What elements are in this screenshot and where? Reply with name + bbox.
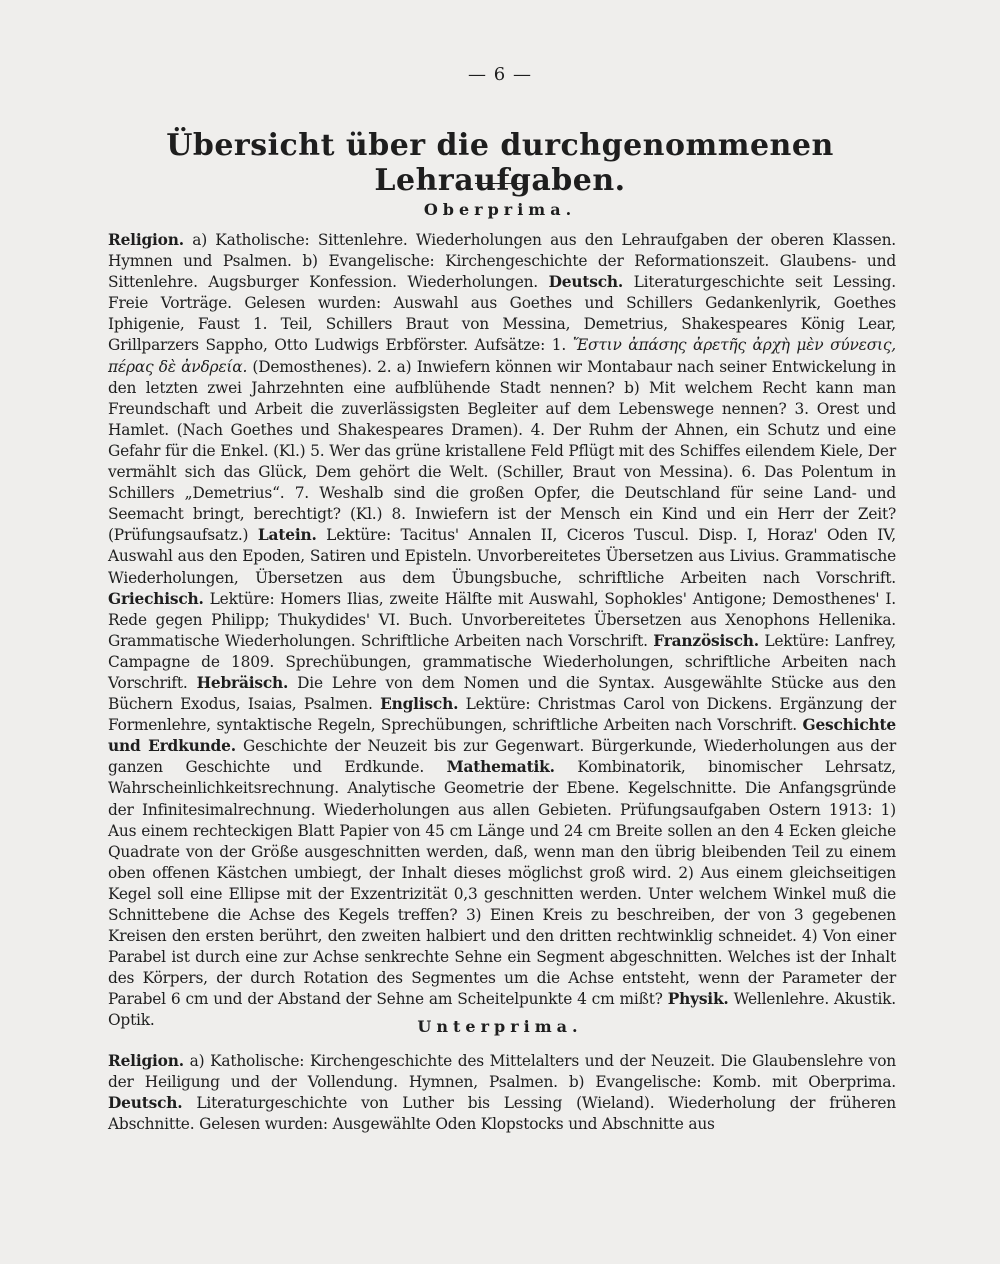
subject-heading: Hebräisch. — [196, 673, 289, 692]
subject-heading: Geschichte und Erdkunde. — [108, 716, 896, 756]
subject-heading: Physik. — [667, 990, 729, 1009]
body-text: Wellenlehre. Akustik. Optik. — [108, 990, 896, 1030]
title-divider — [475, 183, 525, 184]
body-text: a) Katholische: Kirchengeschichte des Mittelalters und der Neuzeit. Die Glaubenslehre von der Heiligung und der Vollendung. Hymnen, Psalmen. b) Evangelische: Komb. mit Oberprima. — [108, 1052, 896, 1092]
body-text: Literaturgeschichte seit Lessing. Freie Vorträge. Gelesen wurden: Auswahl aus Goethes und Schillers Gedankenlyrik, Goethes Iphigenie, Faust 1. Teil, Schillers Braut von Messina, Demetrius, Shakespeares König Lear, Grillparzers Sappho, Otto Ludwigs Erbförster. Aufsätze: 1. — [108, 273, 896, 355]
page-title: Übersicht über die durchgenommenen Lehraufgaben. — [166, 128, 834, 198]
subject-heading: Englisch. — [380, 695, 459, 714]
body-text: Literaturgeschichte von Luther bis Lessing (Wieland). Wiederholung der früheren Abschnitte. Gelesen wurden: Ausgewählte Oden Klopstocks und Abschnitte aus — [108, 1094, 896, 1134]
body-text: Die Lehre von dem Nomen und die Syntax. Ausgewählte Stücke aus den Büchern Exodus, Isaias, Psalmen. — [108, 673, 896, 714]
subject-heading: Französisch. — [653, 631, 759, 650]
subject-heading: Latein. — [257, 526, 317, 545]
section-body-unterprima — [108, 1051, 896, 1135]
section-heading-oberprima: Oberprima. — [423, 200, 577, 219]
body-text: Lektüre: Homers Ilias, zweite Hälfte mit Auswahl, Sophokles' Antigone; Demosthenes' I. Rede gegen Philipp; Thukydides' VI. Buch. Unvorbereitetes Übersetzen aus Xenophons Hellenika. Grammatische Wiederholungen. Schriftliche Arbeiten nach Vorschrift. — [108, 589, 896, 650]
body-text: Kombinatorik, binomischer Lehrsatz, Wahrscheinlichkeitsrechnung. Analytische Geometrie der Ebene. Kegelschnitte. Die Anfangsgründe der Infinitesimalrechnung. Wiederholungen aus allen Gebieten. Prüfungsaufgaben Ostern 1913: 1) Aus einem rechteckigen Blatt Papier von 45 cm Länge und 24 cm Breite sollen an den 4 Ecken gleiche Quadrate von der Größe ausgeschnitten werden, daß, wenn man den übrig bleibenden Teil zu einem oben offenen Kästchen umbiegt, der Inhalt dieses möglichst groß wird. 2) Aus einem gleichseitigen Kegel soll eine Ellipse mit der Exzentrizität 0,3 geschnitten werden. Unter welchem Winkel muß die Schnittebene die Achse des Kegels treffen? 3) Einen Kreis zu beschreiben, der von 3 gegebenen Kreisen den ersten berührt, den zweiten halbiert und den dritten rechtwinklig schneidet. 4) Von einer Parabel ist durch eine zur Achse senkrechte Sehne ein Segment abgeschnitten. Welches ist der Inhalt des Körpers, der durch Rotation des Segmentes um die Achse entsteht, wenn der Parameter der Parabel 6 cm und der Abstand der Sehne am Scheitelpunkte 4 cm mißt? — [108, 758, 896, 1009]
body-text: a) Katholische: Sittenlehre. Wiederholungen aus den Lehraufgaben der oberen Klassen. Hymnen und Psalmen. b) Evangelische: Kirchengeschichte der Reformationszeit. Glaubens- und Sittenlehre. Augsburger Konfession. Wiederholungen. — [108, 231, 896, 292]
subject-heading: Griechisch. — [108, 589, 204, 608]
subject-heading: Religion. — [108, 231, 184, 249]
section-body-oberprima — [108, 230, 896, 1032]
body-text: Lektüre: Tacitus' Annalen II, Ciceros Tuscul. Disp. I, Horaz' Oden IV, Auswahl aus den Epoden, Satiren und Episteln. Unvorbereitetes Übersetzen aus Livius. Grammatische Wiederholungen, Übersetzen aus dem Übungsbuche, schriftliche Arbeiten nach Vorschrift. — [108, 526, 896, 587]
subject-heading: Mathematik. — [446, 758, 555, 777]
body-text: (Demosthenes). 2. a) Inwiefern können wir Montabaur nach seiner Entwickelung in den letzten zwei Jahrzehnten eine aufblühende Stadt nennen? b) Mit welchem Recht kann man Freundschaft und Arbeit die zuverlässigsten Begleiter auf dem Lebenswege nennen? 3. Orest und Hamlet. (Nach Goethes und Shakespeares Dramen). 4. Der Ruhm der Ahnen, ein Schutz und eine Gefahr für die Enkel. (Kl.) 5. Wer das grüne kristallene Feld Pflügt mit des Schiffes eilendem Kiele, Der vermählt sich das Glück, Dem gehört die Welt. (Schiller, Braut von Messina). 6. Das Polentum in Schillers „Demetrius“. 7. Weshalb sind die großen Opfer, die Deutschland für seine Land- und Seemacht bringt, berechtigt? (Kl.) 8. Inwiefern ist der Mensch ein Kind und ein Herr der Zeit? (Prüfungsaufsatz.) — [108, 357, 896, 545]
subject-heading: Deutsch. — [548, 273, 624, 292]
subject-heading: Religion. — [108, 1052, 184, 1070]
body-text: Lektüre: Lanfrey, Campagne de 1809. Sprechübungen, grammatische Wiederholungen, schriftliche Arbeiten nach Vorschrift. — [108, 631, 896, 692]
body-text: Lektüre: Christmas Carol von Dickens. Ergänzung der Formenlehre, syntaktische Regeln, Sprechübungen, schriftliche Arbeiten nach Vorschrift. — [108, 695, 896, 735]
greek-quote: Ἔστιν ἀπάσης ἀρετῆς ἀρχὴ μὲν σύνεσις, πέρας δὲ ἀνδρεία. — [108, 336, 896, 376]
body-text: Geschichte der Neuzeit bis zur Gegenwart. Bürgerkunde, Wiederholungen aus der ganzen Geschichte und Erdkunde. — [108, 737, 896, 777]
subject-heading: Deutsch. — [108, 1094, 183, 1113]
section-heading-unterprima: Unterprima. — [417, 1017, 583, 1036]
page-number: — 6 — — [468, 64, 532, 85]
